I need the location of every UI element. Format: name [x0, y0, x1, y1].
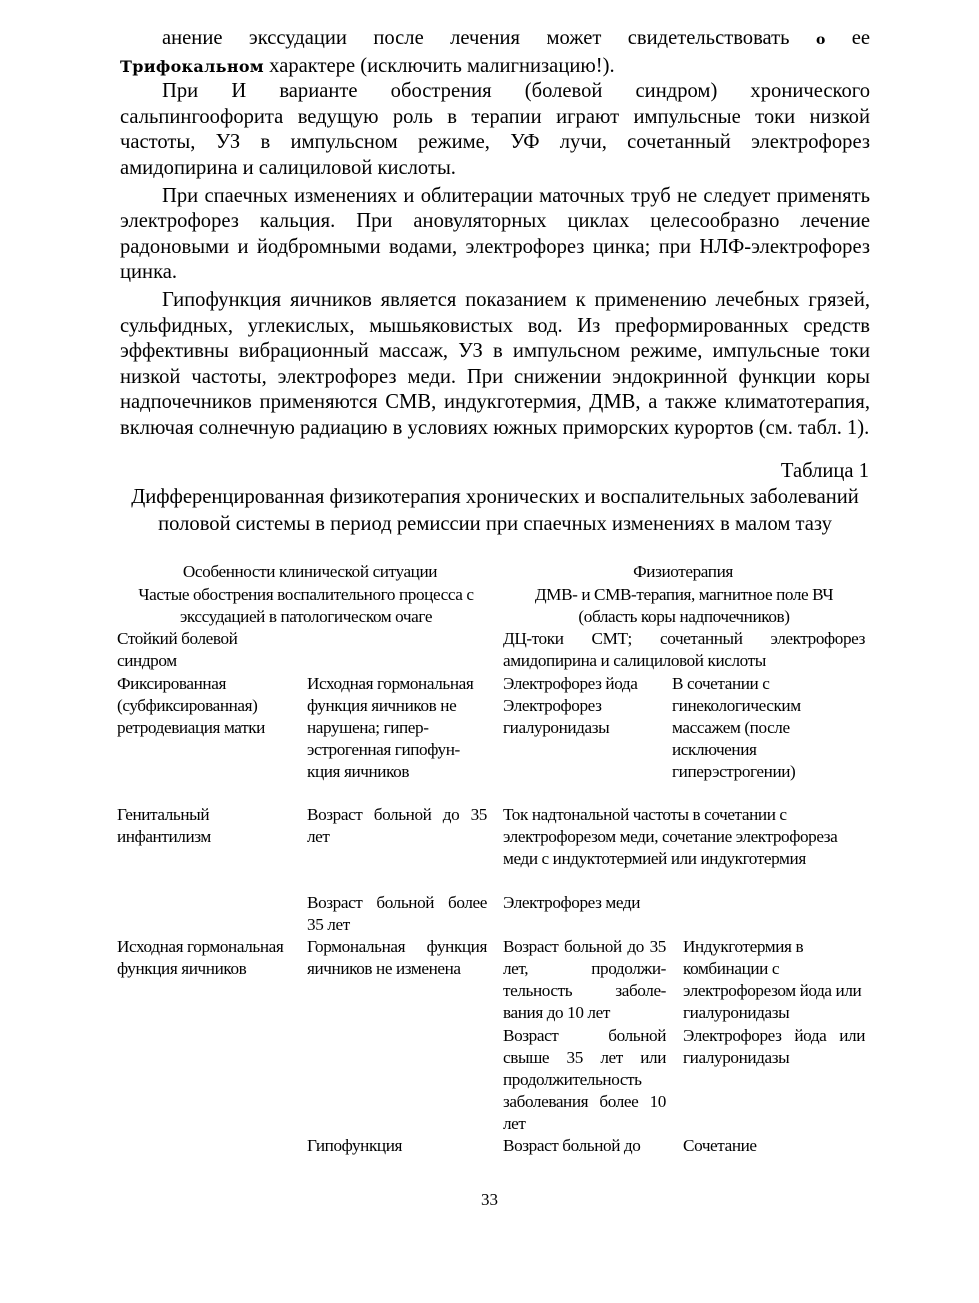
- row-6-condition: Исходная гормональная функция яичников: [117, 937, 284, 978]
- row-3-condition: Фиксированная (субфиксированная) ретродевиация матки: [117, 674, 265, 737]
- row-6-subcondition: Гормональная функция яичников не изменена: [307, 937, 487, 978]
- row-6a-therapy-criteria: Возраст больной до 35 лет, продолжи-тельность заболе-вания до 10 лет: [503, 937, 666, 1022]
- row-3-note: В сочетании с гинекологическим массажем (после исключения гиперэстрогении): [672, 674, 801, 781]
- page-number: 33: [481, 1190, 498, 1209]
- row-4-subcondition: Возраст больной до 35 лет: [307, 805, 487, 846]
- paragraph-1-mid: ее: [825, 27, 870, 49]
- row-1-therapy: ДМВ- и СМВ-терапия, магнитное поле ВЧ (область коры надпочечников): [534, 585, 834, 626]
- paragraph-4: Гипофункция яичников является показанием к применению лечебных грязей, сульфидных, углекислых, мышьяковистых вод. Из преформированных средств эффективны вибрационный массаж, УЗ в импульсном режиме, импульсные токи низкой частоты, электрофорез меди. При снижении эндокринной функции коры надпочечников применяются СМВ, индукготермия, ДМВ, а также климатотерапия, включая солнечную радиацию в условиях южных приморских курортов (см. табл. 1).: [120, 288, 870, 439]
- table-title: Дифференцированная физикотерапия хронических и воспалительных заболеваний половой системы в период ремиссии при спаечных изменениях в малом тазу: [131, 486, 859, 535]
- row-7-therapy-criteria: Возраст больной до: [503, 1136, 641, 1155]
- paragraph-2: При И варианте обострения (болевой синдром) хронического сальпингоофорита ведущую роль в терапии играют импульсные токи низкой частоты, УЗ в импульсном режиме, УФ лучи, сочетанный электрофорез амидопирина и салициловой кислоты.: [120, 80, 870, 179]
- row-3-subcondition: Исходная гормональная функция яичников не нарушена; гипер-эстрогенная гипофун-кция яичников: [307, 674, 474, 781]
- row-4-therapy: Ток надтональной частоты в сочетании с электрофорезом меди, сочетание электрофореза меди с индуктотермией или индукготермия: [503, 805, 838, 868]
- paragraph-1-start: анение экссудации после лечения может свидетельствовать: [162, 27, 816, 49]
- table-label: Таблица 1: [780, 460, 869, 482]
- paragraph-1: [120, 26, 870, 79]
- row-4-condition: Генитальный инфантилизм: [117, 805, 211, 846]
- row-6b-therapy: Электрофорез йода или гиалуронидазы: [683, 1026, 865, 1067]
- row-2-therapy: ДЦ-токи СМТ; сочетанный электрофорез амидопирина и салициловой кислоты: [503, 629, 865, 670]
- paragraph-3: При спаечных изменениях и облитерации маточных труб не следует применять электрофорез кальция. При ановуляторных циклах целесообразно лечение радоновыми и йодбромными водами, электрофорез цинка; при НЛФ-электрофорез цинка.: [120, 184, 870, 284]
- row-7-therapy: Сочетание: [683, 1136, 757, 1155]
- paragraph-1-end: характере (исключить малигнизацию!).: [264, 54, 615, 77]
- row-6b-therapy-criteria: Возраст больной свыше 35 лет или продолжительность заболевания более 10 лет: [503, 1026, 666, 1133]
- row-1-situation: Частые обострения воспалительного процесса с экссудацией в патологическом очаге: [138, 585, 474, 626]
- row-6a-therapy: Индукготермия в комбинации с электрофорезом йода или гиалуронидазы: [683, 937, 862, 1022]
- paragraph-1-bold-word: Трифокальном: [120, 56, 265, 76]
- column-header-physiotherapy: Физиотерапия: [633, 562, 733, 581]
- row-2-situation: Стойкий болевой синдром: [117, 629, 238, 670]
- paragraph-1-o: о: [815, 32, 826, 48]
- row-5-subcondition: Возраст больной более 35 лет: [307, 893, 487, 934]
- row-7-subcondition: Гипофункция: [307, 1136, 403, 1155]
- row-5-therapy: Электрофорез меди: [503, 893, 641, 912]
- row-3-therapy: Электрофорез йода Электрофорез гиалуронидазы: [503, 674, 638, 737]
- body-text: [120, 26, 870, 442]
- column-header-situation: Особенности клинической ситуации: [182, 562, 438, 581]
